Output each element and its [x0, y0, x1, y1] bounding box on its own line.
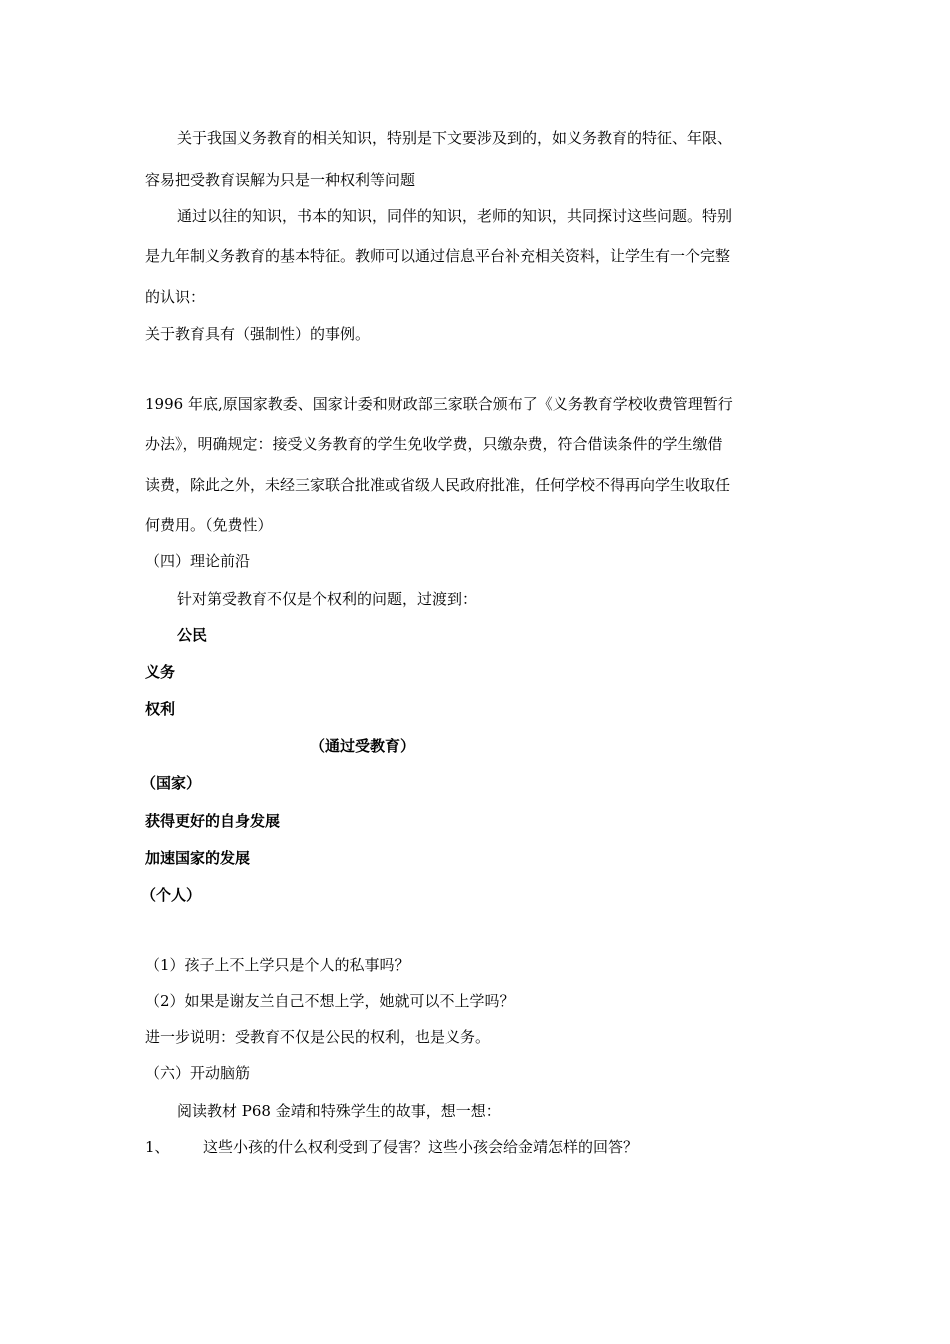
paragraph-line: 的认识：	[145, 288, 206, 306]
paragraph-line: 进一步说明：受教育不仅是公民的权利，也是义务。	[145, 1028, 491, 1046]
paragraph-line: 何费用。（免费性）	[145, 516, 273, 534]
question-line: （2）如果是谢友兰自己不想上学，她就可以不上学吗？	[145, 992, 515, 1010]
diagram-label: 加速国家的发展	[145, 849, 251, 867]
diagram-label: 公民	[177, 626, 208, 644]
section-heading: （六）开动脑筋	[145, 1064, 251, 1082]
diagram-label: 权利	[145, 700, 176, 718]
list-item-text: 这些小孩的什么权利受到了侵害？这些小孩会给金靖怎样的回答？	[203, 1138, 639, 1156]
diagram-label: 获得更好的自身发展	[145, 812, 281, 830]
paragraph-line: 阅读教材 P68 金靖和特殊学生的故事，想一想：	[177, 1102, 501, 1120]
paragraph-line: 办法》，明确规定：接受义务教育的学生免收学费，只缴杂费，符合借读条件的学生缴借	[145, 435, 723, 453]
diagram-label: （通过受教育）	[310, 737, 416, 755]
diagram-label: 义务	[145, 663, 176, 681]
paragraph-line: 关于教育具有（强制性）的事例。	[145, 325, 371, 343]
paragraph-line: 通过以往的知识，书本的知识，同伴的知识，老师的知识，共同探讨这些问题。特别	[177, 207, 733, 225]
paragraph-line: 读费，除此之外，未经三家联合批准或省级人民政府批准，任何学校不得再向学生收取任	[145, 476, 731, 494]
diagram-label: （国家）	[141, 774, 202, 792]
paragraph-line: 针对第受教育不仅是个权利的问题，过渡到：	[177, 590, 478, 608]
paragraph-line: 关于我国义务教育的相关知识，特别是下文要涉及到的，如义务教育的特征、年限、	[177, 129, 733, 147]
paragraph-line: 是九年制义务教育的基本特征。教师可以通过信息平台补充相关资料，让学生有一个完整	[145, 247, 731, 265]
list-item-number: 1、	[145, 1138, 170, 1156]
question-line: （1）孩子上不上学只是个人的私事吗？	[145, 956, 410, 974]
section-heading: （四）理论前沿	[145, 552, 251, 570]
paragraph-line: 1996 年底,原国家教委、国家计委和财政部三家联合颁布了《义务教育学校收费管理暂行	[145, 395, 733, 413]
diagram-label: （个人）	[141, 886, 202, 904]
paragraph-line: 容易把受教育误解为只是一种权利等问题	[145, 171, 416, 189]
